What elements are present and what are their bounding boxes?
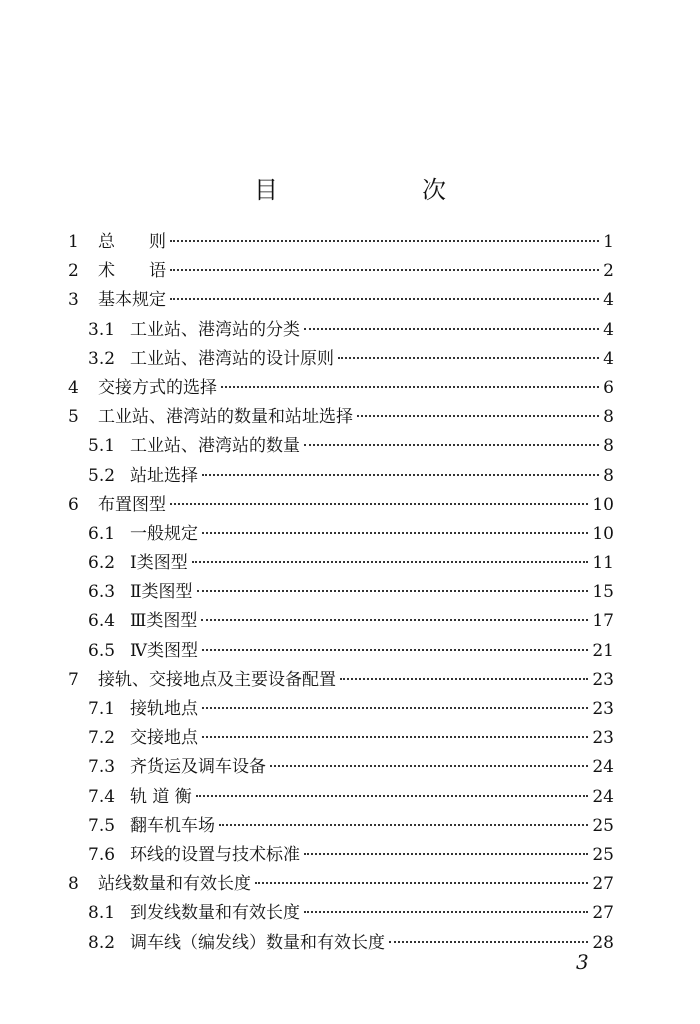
toc-entry-page: 4 [603, 290, 614, 311]
toc-entry-number: 6.4 [88, 611, 116, 632]
toc-subsection-entry[interactable] [68, 753, 614, 782]
toc-entry-page: 4 [603, 348, 614, 369]
toc-entry-page: 17 [592, 611, 614, 632]
toc-entry-number: 7.4 [88, 786, 116, 807]
toc-entry-number: 5 [68, 407, 79, 428]
toc-entry-label: 接轨、交接地点及主要设备配置 [98, 669, 336, 690]
toc-subsection-entry[interactable] [68, 578, 614, 607]
toc-entry-label: 交接地点 [130, 728, 198, 749]
dot-leader [304, 444, 599, 446]
toc-subsection-entry[interactable] [68, 520, 614, 549]
toc-subsection-entry[interactable] [68, 841, 614, 870]
toc-section-entry[interactable] [68, 286, 614, 315]
dot-leader [221, 386, 599, 388]
toc-entry-page: 27 [592, 903, 614, 924]
dot-leader [196, 795, 589, 797]
toc-entry-number: 6.2 [88, 553, 116, 574]
toc-entry-page: 11 [592, 553, 614, 574]
toc-entry-label: 一般规定 [130, 523, 198, 544]
toc-section-entry[interactable] [68, 228, 614, 257]
toc-entry-label: 工业站、港湾站的分类 [130, 319, 300, 340]
toc-entry-label: 基本规定 [98, 290, 166, 311]
toc-section-entry[interactable] [68, 374, 614, 403]
toc-subsection-entry[interactable] [68, 462, 614, 491]
dot-leader [202, 707, 588, 709]
dot-leader [202, 532, 588, 534]
dot-leader [170, 298, 599, 300]
toc-entry-number: 8.1 [88, 903, 116, 924]
toc-subsection-entry[interactable] [68, 929, 614, 958]
toc-entry-page: 23 [592, 728, 614, 749]
toc-entry-page: 1 [603, 232, 614, 252]
toc-subsection-entry[interactable] [68, 549, 614, 578]
toc-entry-page: 24 [592, 757, 614, 778]
dot-leader [304, 853, 588, 855]
toc-entry-page: 8 [603, 407, 614, 428]
toc-entry-number: 5.2 [88, 465, 116, 486]
dot-leader [304, 911, 588, 913]
toc-entry-label: 工业站、港湾站的设计原则 [130, 348, 334, 369]
toc-entry-number: 7.1 [88, 699, 116, 719]
toc-entry-number: 6.1 [88, 523, 116, 544]
toc-entry-number: 7.2 [88, 728, 116, 749]
toc-entry-label: 布置图型 [98, 494, 166, 515]
toc-entry-label: 翻车机车场 [130, 815, 215, 836]
toc-entry-page: 10 [592, 494, 614, 515]
toc-entry-page: 4 [603, 319, 614, 340]
dot-leader [338, 357, 599, 359]
toc-entry-page: 23 [592, 699, 614, 719]
toc-entry-label: Ⅳ类图型 [130, 640, 198, 661]
toc-entry-number: 7.3 [88, 757, 116, 778]
toc-entry-label: 轨 道 衡 [130, 786, 192, 807]
page-number: 3 [576, 950, 589, 974]
toc-subsection-entry[interactable] [68, 695, 614, 724]
toc-entry-label: 调车线（编发线）数量和有效长度 [130, 932, 385, 953]
toc-entry-number: 7.6 [88, 844, 116, 865]
toc-entry-label: 站址选择 [130, 465, 198, 486]
dot-leader [170, 240, 599, 242]
toc-entry-number: 3.2 [88, 348, 116, 369]
toc-entry-number: 8 [68, 874, 79, 895]
table-of-contents [68, 228, 614, 958]
toc-entry-number: 1 [68, 232, 79, 252]
toc-section-entry[interactable] [68, 491, 614, 520]
toc-entry-page: 10 [592, 523, 614, 544]
toc-subsection-entry[interactable] [68, 783, 614, 812]
toc-entry-label: 齐货运及调车设备 [130, 757, 266, 778]
toc-entry-label: 交接方式的选择 [98, 377, 217, 398]
toc-entry-label: Ⅲ类图型 [130, 611, 198, 632]
dot-leader [304, 328, 599, 330]
toc-subsection-entry[interactable] [68, 345, 614, 374]
toc-subsection-entry[interactable] [68, 432, 614, 461]
toc-entry-label: 总 则 [98, 232, 166, 252]
toc-subsection-entry[interactable] [68, 607, 614, 636]
toc-entry-page: 8 [603, 436, 614, 457]
toc-entry-label: 术 语 [98, 261, 166, 282]
toc-section-entry[interactable] [68, 666, 614, 695]
dot-leader [202, 736, 588, 738]
dot-leader [340, 678, 588, 680]
toc-entry-page: 25 [592, 815, 614, 836]
dot-leader [192, 561, 589, 563]
dot-leader [201, 619, 588, 621]
toc-entry-number: 6 [68, 494, 79, 515]
toc-entry-page: 21 [592, 640, 614, 661]
dot-leader [170, 503, 588, 505]
toc-entry-page: 2 [603, 261, 614, 282]
page-title: 目 次 [254, 176, 506, 204]
toc-entry-number: 8.2 [88, 932, 116, 953]
toc-entry-label: 到发线数量和有效长度 [130, 903, 300, 924]
toc-entry-page: 23 [592, 669, 614, 690]
toc-entry-number: 7.5 [88, 815, 116, 836]
toc-entry-page: 6 [603, 377, 614, 398]
toc-subsection-entry[interactable] [68, 812, 614, 841]
toc-entry-page: 15 [592, 582, 614, 603]
toc-entry-number: 7 [68, 669, 79, 690]
toc-section-entry[interactable] [68, 403, 614, 432]
toc-entry-label: Ⅱ类图型 [130, 582, 193, 603]
toc-entry-label: 环线的设置与技术标准 [130, 844, 300, 865]
toc-subsection-entry[interactable] [68, 316, 614, 345]
toc-subsection-entry[interactable] [68, 637, 614, 666]
toc-entry-number: 3.1 [88, 319, 116, 340]
toc-entry-page: 24 [592, 786, 614, 807]
toc-entry-label: Ⅰ类图型 [130, 553, 188, 574]
dot-leader [270, 765, 588, 767]
toc-entry-number: 5.1 [88, 436, 116, 457]
toc-section-entry[interactable] [68, 257, 614, 286]
toc-entry-page: 27 [592, 874, 614, 895]
toc-entry-page: 25 [592, 844, 614, 865]
dot-leader [170, 269, 599, 271]
dot-leader [389, 941, 588, 943]
toc-entry-label: 接轨地点 [130, 699, 198, 719]
dot-leader [197, 590, 589, 592]
toc-entry-label: 站线数量和有效长度 [98, 874, 251, 895]
toc-subsection-entry[interactable] [68, 899, 614, 928]
toc-entry-page: 8 [603, 465, 614, 486]
toc-section-entry[interactable] [68, 870, 614, 899]
toc-entry-number: 6.3 [88, 582, 116, 603]
toc-entry-label: 工业站、港湾站的数量和站址选择 [98, 407, 353, 428]
dot-leader [357, 415, 599, 417]
dot-leader [219, 824, 588, 826]
toc-entry-number: 6.5 [88, 640, 116, 661]
toc-subsection-entry[interactable] [68, 724, 614, 753]
toc-entry-page: 28 [592, 932, 614, 953]
toc-entry-number: 2 [68, 261, 79, 282]
toc-entry-label: 工业站、港湾站的数量 [130, 436, 300, 457]
dot-leader [255, 882, 588, 884]
dot-leader [202, 649, 588, 651]
toc-entry-number: 3 [68, 290, 79, 311]
dot-leader [202, 474, 599, 476]
toc-entry-number: 4 [68, 377, 79, 398]
